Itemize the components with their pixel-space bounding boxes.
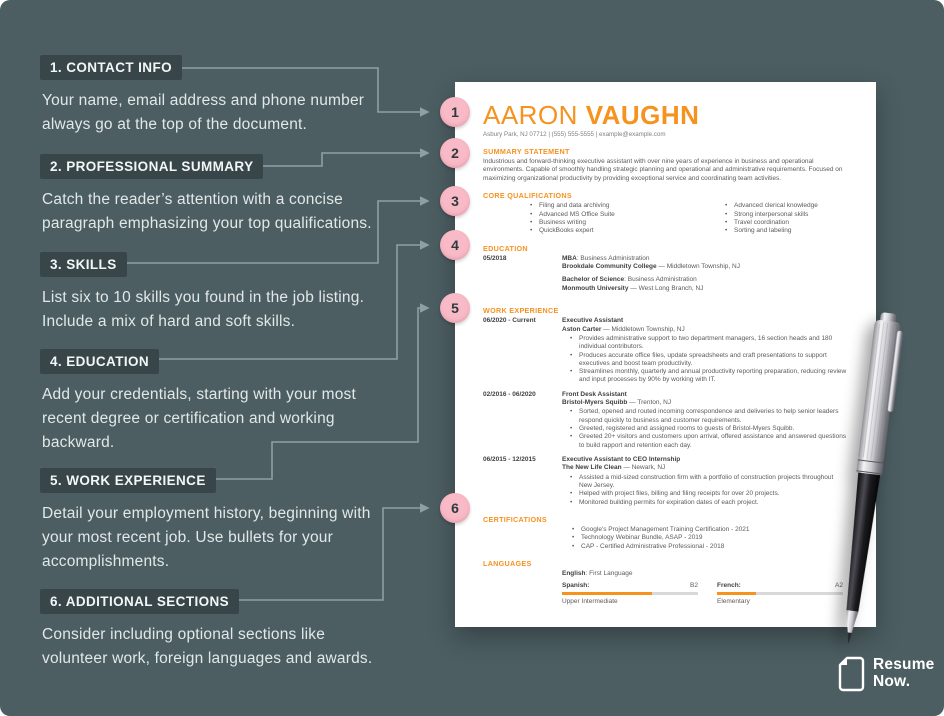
section-heading: SUMMARY STATEMENT [483,146,570,156]
tip-title: 5. WORK EXPERIENCE [50,473,206,488]
job-bullet: • Greeted 20+ visitors and customers upon arrival, offered assistance and answered questions to build rapport and retention each day. [570,433,848,450]
skill-item: • Business writing [530,219,710,227]
certification-item: • CAP - Certified Administrative Professional - 2018 [572,543,848,551]
marker-number: 5 [451,300,459,316]
skill-item: • Advanced clerical knowledge [725,202,905,210]
tip-description: Consider including optional sections like volunteer work, foreign languages and awards. [42,626,373,668]
certification-item: • Google's Project Management Training Certification - 2021 [572,526,848,534]
job-location: — Newark, NJ [621,464,666,472]
marker-1 [440,97,470,127]
tip-contact-info [40,55,388,137]
section-heading: CORE QUALIFICATIONS [483,191,573,201]
certification-list [572,526,848,551]
job-bullet: • Streamlines monthly, quarterly and annual productivity reporting preparation, reducing review and input processes by 90% by working with IT. [570,368,848,385]
language-progress-fill [717,592,756,595]
resume-contact-line: Asbury Park, NJ 07712 | (555) 555-5555 | example@example.com [483,131,666,138]
marker-number: 2 [451,145,459,161]
degree-field: : Business Administration [624,276,697,284]
degree-school: Brookdale Community College [562,263,657,271]
job-bullets [570,335,848,385]
tip-title-chip [40,349,159,374]
job-bullet: • Assisted a mid-sized construction firm with a portfolio of construction projects throughout New Jersey. [570,474,848,491]
job-content [562,317,848,385]
degree-field: : Business Administration [576,254,650,262]
native-language-value: : First Language [585,570,633,578]
pen-body [841,473,880,613]
resume-first-name: AARON [483,100,578,130]
job-content [562,456,848,507]
job-company: Bristol-Myers Squibb [562,399,628,407]
language-label: French: [717,581,741,589]
tip-title: 3. SKILLS [50,257,117,272]
job-bullet: • Produces accurate office files, update spreadsheets and craft presentations to support executives and boost team productivity. [570,352,848,369]
job-content [562,391,848,450]
marker-2 [440,138,470,168]
education-content [562,255,848,298]
degree-location: — West Long Branch, NJ [628,284,704,292]
job-title: Executive Assistant to CEO Internship [562,455,681,463]
language-level-code: A2 [835,581,843,589]
tip-description: Your name, email address and phone number always go at the top of the document. [42,92,365,134]
job-bullets [570,474,848,507]
section-education [483,244,848,298]
brand-logo [838,656,935,692]
summary-text: Industrious and forward-thinking executive assistant with over nine years of experience in business and operational environments. Capable of smoothly handling strategic planning and operational and administrative requirements. Focused on maximizing organizational productivity by providing exceptional service and coordinating team activities. [483,158,843,182]
resume-name [483,102,848,128]
job-bullet: • Sorted, opened and routed incoming correspondence and deliveries to help senior leaders respond quickly to business and customer requirements. [570,408,848,425]
tip-description: Catch the reader’s attention with a concise paragraph emphasizing your top qualifications. [42,191,372,233]
job-bullet: • Provides administrative support to two department managers, 16 section heads and 180 individual contributors. [570,335,848,352]
brand-line-2: Now. [873,673,911,690]
tip-description: Detail your employment history, beginning with your most recent job. Use bullets for your accomplishments. [42,505,371,571]
pen-tip-cone [844,610,859,633]
degree-title: Bachelor of Science [562,276,625,284]
tip-work-experience [40,468,388,574]
skill-item: • Travel coordination [725,219,905,227]
degree-entry [562,255,848,272]
resume-last-name: VAUGHN [585,100,700,130]
tip-professional-summary [40,154,388,236]
tip-description: Add your credentials, starting with your most recent degree or certification and working backward. [42,386,356,452]
tip-title-chip [40,252,127,277]
tip-title: 2. PROFESSIONAL SUMMARY [50,159,254,174]
skill-item: • Filing and data archiving [530,202,710,210]
marker-6 [440,493,470,523]
brand-line-1: Resume [873,656,935,674]
marker-4 [440,230,470,260]
language-level-name: Upper Intermediate [562,597,618,605]
tip-title: 4. EDUCATION [50,354,150,369]
tip-title-chip [40,589,239,614]
brand-logo-text [873,657,935,690]
marker-3 [440,186,470,216]
section-languages [483,559,848,606]
skill-item: • QuickBooks expert [530,227,710,235]
section-heading: EDUCATION [483,243,528,253]
tip-title-chip [40,154,263,179]
tip-title: 6. ADDITIONAL SECTIONS [50,594,230,609]
skill-item: • Advanced MS Office Suite [530,211,710,219]
language-entry-spanish [562,582,698,607]
language-label: Spanish: [562,581,590,589]
tip-title-chip [40,55,182,80]
degree-entry [562,276,848,293]
tip-education [40,349,388,455]
tip-title-chip [40,468,216,493]
section-heading: CERTIFICATIONS [483,514,547,524]
marker-number: 1 [451,104,459,120]
language-progress-bar [562,592,698,595]
section-core-qualifications [483,191,848,235]
job-entry [483,391,848,450]
marker-5 [440,293,470,323]
job-title: Front Desk Assistant [562,390,627,398]
section-summary [483,147,848,183]
pen-tip-point [847,632,852,642]
language-columns [562,582,848,607]
resume-page [455,82,876,627]
degree-title: MBA [562,254,577,262]
section-heading: WORK EXPERIENCE [483,306,559,316]
job-date: 06/2020 - Current [483,317,536,325]
tip-additional-sections [40,589,388,671]
job-bullets [570,408,848,450]
job-company: Aston Carter [562,325,602,333]
job-title: Executive Assistant [562,317,624,325]
skill-item: • Strong interpersonal skills [725,211,905,219]
job-date: 06/2015 - 12/2015 [483,455,536,463]
job-location: — Trenton, NJ [627,399,672,407]
marker-number: 4 [451,237,459,253]
tip-title: 1. CONTACT INFO [50,60,172,75]
job-entry [483,317,848,385]
education-row [483,255,848,298]
tip-description: List six to 10 skills you found in the job listing. Include a mix of hard and soft skills. [42,289,365,331]
job-location: — Middletown Township, NJ [601,325,685,333]
job-date: 02/2016 - 06/2020 [483,390,536,398]
education-date: 05/2018 [483,254,507,262]
language-head [562,582,698,590]
section-work-experience [483,306,848,507]
qualifications-column-1 [530,202,710,235]
section-heading: LANGUAGES [483,558,532,568]
languages-content [562,570,848,606]
skill-item: • Sorting and labeling [725,227,905,235]
job-bullet: • Monitored building permits for expiration dates of each project. [570,499,848,507]
marker-number: 3 [451,193,459,209]
resume-header [483,102,848,139]
job-bullet: • Helped with project files, billing and filing receipts for over 20 projects. [570,490,848,498]
native-language-label: English [562,570,586,578]
degree-school: Monmouth University [562,284,629,292]
tip-skills [40,252,388,334]
qualifications-column-2 [725,202,905,235]
job-company: The New Life Clean [562,464,622,472]
language-progress-fill [562,592,652,595]
qualifications-columns [530,202,848,235]
degree-location: — Middletown Township, NJ [656,263,740,271]
job-entry [483,456,848,507]
certification-item: • Technology Webinar Bundle, ASAP - 2019 [572,534,848,542]
language-level-name: Elementary [717,597,750,605]
section-certifications [483,515,848,551]
job-bullet: • Greeted, registered and assigned rooms to guests of Bristol-Myers Squibb. [570,425,848,433]
document-icon [838,656,865,692]
native-language [562,570,848,578]
language-level-code: B2 [690,581,698,589]
marker-number: 6 [451,500,459,516]
